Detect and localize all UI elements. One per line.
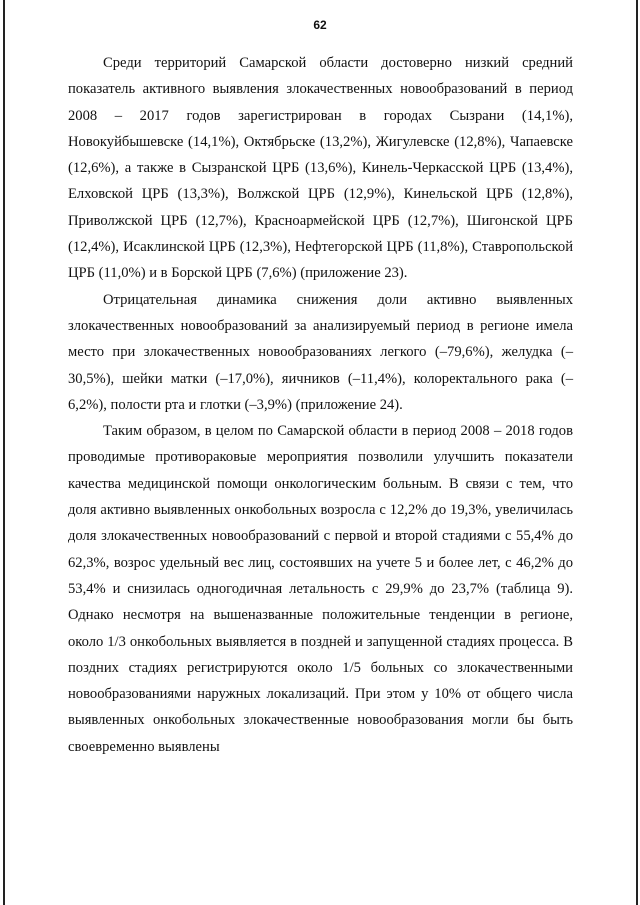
page-border-right: [636, 0, 638, 905]
paragraph-negative-dynamics: Отрицательная динамика снижения доли активно выявленных злокачественных новообразований за анализируемый период в регионе имела место при злокачественных новообразованиях легкого (–79,6%), желудка (–30,5%), шейки матки (–17,0%), яичников (–11,4%), колоректального рака (–6,2%), полости рта и глотки (–3,9%) (приложение 24).: [68, 291, 573, 413]
page-number: 62: [313, 18, 327, 32]
page-border-left: [3, 0, 5, 905]
paragraph-activity-by-territory: Среди территорий Самарской области достоверно низкий средний показатель активного выявления злокачественных новообразований в период 2008 – 2017 годов зарегистрирован в городах Сызрани (14,1%), Новокуйбышевске (14,1%), Октябрьске (13,2%), Жигулевске (12,8%), Чапаевске (12,6%), а также в Сызранской ЦРБ (13,6%), Кинель-Черкасской ЦРБ (13,4%), Елховской ЦРБ (13,3%), Волжской ЦРБ (12,9%), Кинельской ЦРБ (12,8%), Приволжской ЦРБ (12,7%), Красноармейской ЦРБ (12,7%), Шигонской ЦРБ (12,4%), Исаклинской ЦРБ (12,3%), Нефтегорской ЦРБ (11,8%), Ставропольской ЦРБ (11,0%) и в Борской ЦРБ (7,6%) (приложение 23).: [68, 55, 573, 282]
paragraph-conclusion: Таким образом, в целом по Самарской области в период 2008 – 2018 годов проводимые противораковые мероприятия позволили улучшить показатели качества медицинской помощи онкологическим больным. В связи с тем, что доля активно выявленных онкобольных возросла с 12,2% до 19,3%, увеличилась доля злокачественных новообразований с первой и второй стадиями с 55,4% до 62,3%, возрос удельный вес лиц, состоявших на учете 5 и более лет, с 46,2% до 53,4% и снизилась одногодичная летальность с 29,9% до 23,7% (таблица 9). Однако несмотря на вышеназванные положительные тенденции в регионе, около 1/3 онкобольных выявляется в поздней и запущенной стадиях процесса. В поздних стадиях регистрируются около 1/5 больных со злокачественными новообразованиями наружных локализаций. При этом у 10% от общего числа выявленных онкобольных злокачественные новообразования могли бы быть своевременно выявлены: [68, 423, 573, 755]
document-body: [68, 50, 573, 760]
